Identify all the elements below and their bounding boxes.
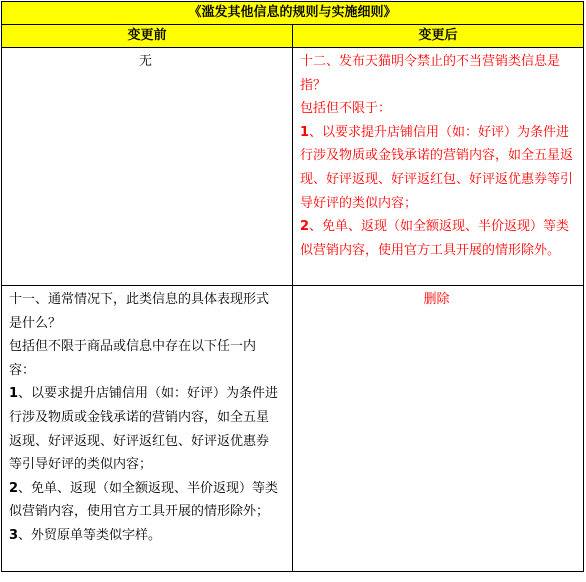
row1-after-cell: [292, 48, 583, 286]
header-after: 变更后: [292, 25, 583, 48]
row1-after-question: 十二、发布天猫明令禁止的不当营销类信息是指？: [299, 54, 560, 93]
row1-before-text: 无: [138, 54, 152, 69]
row2-after-text: 删除: [423, 292, 450, 307]
row2-before-intro: 包括但不限于商品或信息中存在以下任一内容：: [9, 339, 257, 378]
row1-after-item2: [300, 215, 573, 262]
item-text: 、以要求提升店铺信用（如：好评）为条件进行涉及物质或金钱承诺的营销内容，如全五星返现、好评返现、好评返红包、好评返优惠券等引导好评的类似内容；: [299, 124, 573, 211]
row2-before-question: 十一、通常情况下，此类信息的具体表现形式是什么？: [9, 292, 270, 331]
item-number: 1: [299, 124, 310, 140]
rules-comparison-table: [1, 1, 584, 572]
item-number: 2: [299, 219, 310, 235]
row2-before-cell: [2, 286, 293, 572]
item-text: 、免单、返现（如全额返现、半价返现）等类似营销内容，使用官方工具开展的情形除外；: [9, 480, 279, 520]
row1-after-intro: 包括但不限于：: [299, 101, 391, 117]
item-text: 、以要求提升店铺信用（如：好评）为条件进行涉及物质或金钱承诺的营销内容，如全五星返现、好评返现、好评返红包、好评返优惠券等引导好评的类似内容；: [9, 386, 279, 473]
row2-after-cell: [292, 286, 583, 572]
item-number: 3: [9, 527, 19, 543]
table-title: 《滥发其他信息的规则与实施细则》: [2, 2, 584, 25]
header-before: 变更前: [2, 25, 293, 48]
row1-after-item1: [300, 121, 573, 215]
item-number: 2: [9, 480, 19, 496]
row1-before-cell: [2, 48, 293, 286]
item-text: 、外贸原单等类似字样。: [18, 527, 162, 543]
row2-before-item3: [9, 524, 282, 548]
item-text: 、免单、返现（如全额返现、半价返现）等类似营销内容，使用官方工具开展的情形除外。: [299, 219, 570, 258]
item-number: 1: [9, 386, 19, 402]
row2-before-item2: [9, 477, 282, 524]
row2-before-item1: [9, 382, 282, 476]
